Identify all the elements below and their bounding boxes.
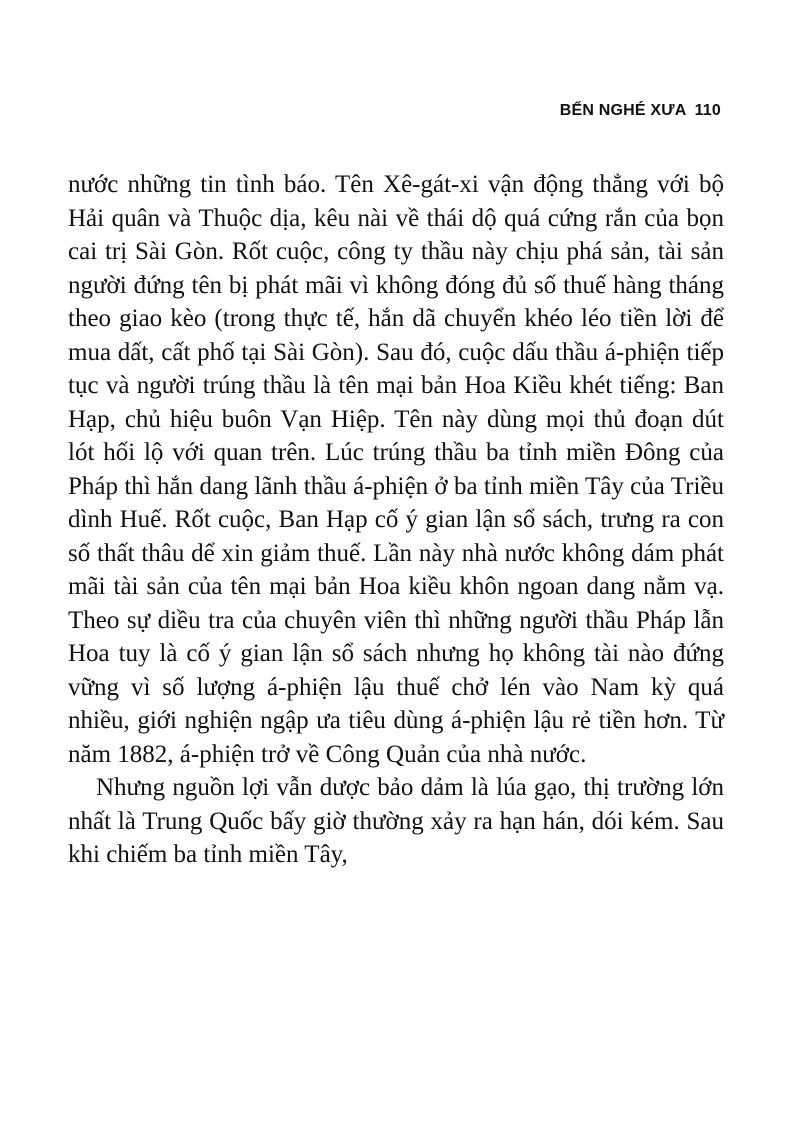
paragraph: Nhưng nguồn lợi vẫn dược bảo dảm là lúa gạo, thị trường lớn nhất là Trung Quốc bấy giờ thường xảy ra hạn hán, dói kém. Sau khi chiếm ba tỉnh miền Tây, [68,774,724,868]
running-header [560,102,721,120]
body-text [68,168,724,872]
page-number: 110 [694,102,721,119]
book-title: BẾN NGHÉ XƯA [559,102,686,119]
paragraph: nước những tin tình báo. Tên Xê-gát-xi vận động thẳng với bộ Hải quân và Thuộc dịa, kêu nài về thái dộ quá cứng rắn của bọn cai trị Sài Gòn. Rốt cuộc, công ty thầu này chịu phá sản, tài sản người đứng tên bị phát mãi vì không đóng đủ số thuế hàng tháng theo giao kèo (trong thực tế, hắn dã chuyển khéo léo tiền lời để mua dất, cất phố tại Sài Gòn). Sau đó, cuộc dấu thầu á-phiện tiếp tục và người trúng thầu là tên mại bản Hoa Kiều khét tiếng: Ban Hạp, chủ hiệu buôn Vạn Hiệp. Tên này dùng mọi thủ đoạn dút lót hối lộ với quan trên. Lúc trúng thầu ba tỉnh miền Đông của Pháp thì hắn dang lãnh thầu á-phiện ở ba tỉnh miền Tây của Triều dình Huế. Rốt cuộc, Ban Hạp cố ý gian lận sổ sách, trưng ra con số thất thâu dể xin giảm thuế. Lần này nhà nước không dám phát mãi tài sản của tên mại bản Hoa kiều khôn ngoan dang nằm vạ. Theo sự diều tra của chuyên viên thì những người thầu Pháp lẫn Hoa tuy là cố ý gian lận sổ sách nhưng họ không tài nào đứng vững vì số lượng á-phiện lậu thuế chở lén vào Nam kỳ quá nhiều, giới nghiện ngập ưa tiêu dùng á-phiện lậu rẻ tiền hơn. Từ năm 1882, á-phiện trở về Công Quản của nhà nước. [68,171,724,768]
